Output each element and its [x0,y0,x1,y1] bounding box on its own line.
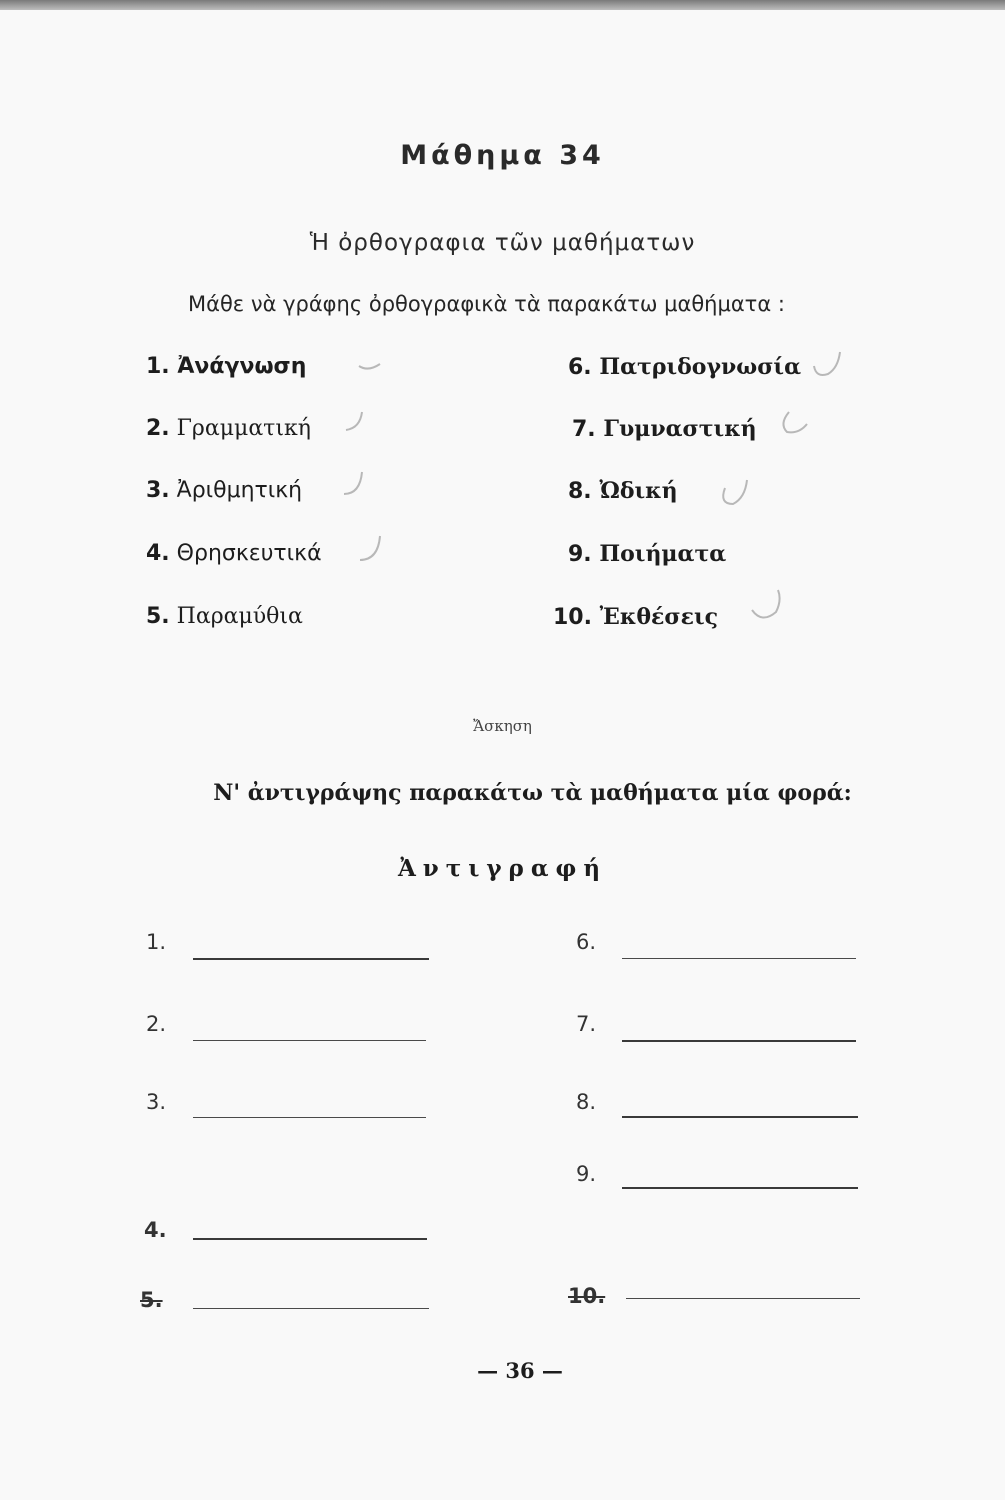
scan-top-edge [0,0,1005,10]
copy-line-number: 4. [144,1218,167,1242]
copy-line-blank[interactable] [622,958,856,959]
subject-item: 8. Ὠδική [568,478,678,504]
subject-item: 3. Ἀριθμητική [146,478,303,503]
subject-item: 6. Πατριδογνωσία [568,354,802,380]
copy-line-blank[interactable] [193,958,429,960]
copy-line-blank[interactable] [622,1040,856,1042]
pencil-check-icon [356,352,390,386]
pencil-check-icon [775,406,809,440]
pencil-check-icon [808,346,842,380]
exercise-label: Ἄσκηση [473,717,532,735]
subject-item: 4. Θρησκευτικά [146,541,322,566]
copy-line-blank[interactable] [193,1308,429,1309]
pencil-check-icon [340,466,374,500]
pencil-check-icon [356,530,390,564]
copy-line-number: 9. [576,1162,597,1186]
copy-line-number: 5. [140,1288,163,1312]
subject-item: 7. Γυμναστική [572,416,757,442]
copy-section-title: Ἀντιγραφή [397,855,608,882]
copy-line-blank[interactable] [622,1116,858,1118]
copy-line-blank[interactable] [193,1040,426,1041]
lesson-title: Μάθημα 34 [400,140,605,171]
copy-line-number: 2. [146,1012,167,1036]
copy-line-number: 7. [576,1012,597,1036]
copy-line-blank[interactable] [622,1187,858,1189]
page-number: — 36 — [477,1358,563,1383]
copy-line-number: 3. [146,1090,167,1114]
lesson-subtitle: Ἡ ὀρθογραφια τῶν μαθήματων [309,230,696,256]
lesson-instruction: Μάθε νὰ γράφης ὀρθογραφικὰ τὰ παρακάτω μαθήματα : [188,292,785,316]
copy-line-number: 1. [146,930,167,954]
copy-line-number: 6. [576,930,597,954]
copy-line-blank[interactable] [193,1117,426,1118]
subject-item: 5. Παραμύθια [146,604,303,629]
exercise-instruction: Ν' ἀντιγράψης παρακάτω τὰ μαθήματα μία φορά: [213,780,852,806]
pencil-check-icon [715,474,749,508]
subject-item: 1. Ἀνάγνωση [146,354,307,379]
copy-line-blank[interactable] [626,1298,860,1299]
copy-line-number: 8. [576,1090,597,1114]
pencil-check-icon [342,406,376,440]
subject-item: 2. Γραμματική [146,416,311,441]
copy-line-blank[interactable] [193,1238,427,1240]
copy-line-number: 10. [568,1284,606,1308]
subject-item: 10. Ἐκθέσεις [553,604,719,630]
pencil-check-icon [748,588,782,622]
subject-item: 9. Ποιήματα [568,541,727,567]
